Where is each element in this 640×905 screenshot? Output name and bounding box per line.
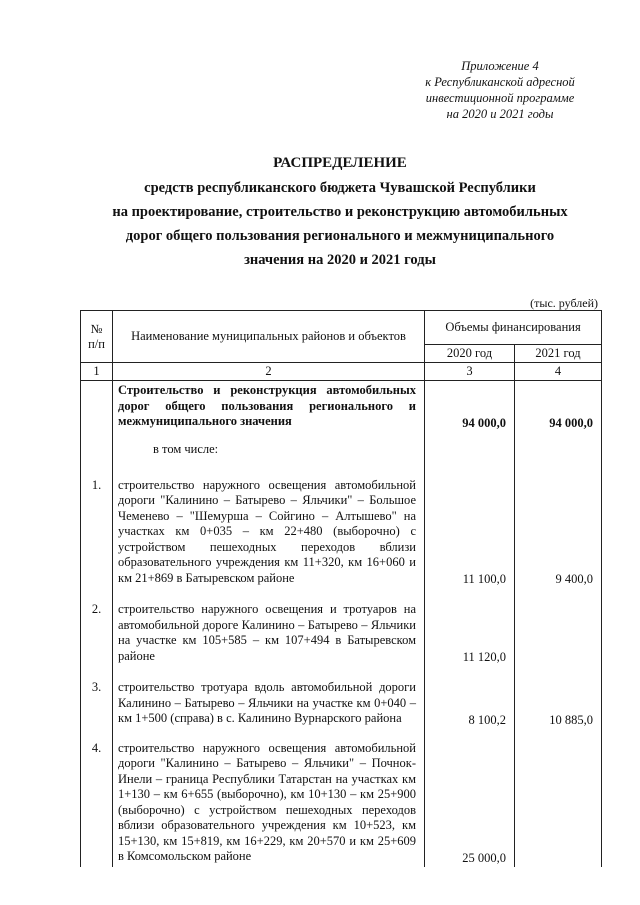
appendix-line-2: к Республиканской адресной: [425, 75, 575, 89]
table-row: [81, 476, 602, 589]
row-num: 3.: [81, 678, 113, 729]
row-num: 4.: [81, 739, 113, 867]
table-row: [81, 678, 602, 729]
total-name: Строительство и реконструкция автомобильных дорог общего пользования регионального и межмуниципального значения: [113, 381, 425, 432]
including-label: в том числе:: [113, 432, 425, 476]
row-name: строительство наружного освещения автомобильной дороги "Калинино – Батырево – Яльчики" – Большое Чеменево – "Шемурша – Сойгино – Алтышево" на участках км 0+035 – км 22+480 (выборочно) с устройством пешеходных переходов вблизи образовательного учреждения км 11+320, км 16+060 и км 21+869 в Батыревском районе: [113, 476, 425, 589]
header-name: Наименование муниципальных районов и объектов: [113, 311, 425, 363]
header-num: № п/п: [81, 311, 113, 363]
row-2020: 8 100,2: [425, 678, 515, 729]
row-2020: 25 000,0: [425, 739, 515, 867]
row-name: строительство наружного освещения автомобильной дороги "Калинино – Батырево – Яльчики" – Почнок-Инели – граница Республики Татарстан на участках км 1+130 – км 6+655 (выборочно), км 10+130 – км 25+900 (выборочно) с устройством пешеходных переходов вблизи образовательного учреждения км 10+523, км 15+130, км 15+819, км 16+229, км 20+570 и км 25+609 в Комсомольском районе: [113, 739, 425, 867]
appendix-line-3: инвестиционной программе: [425, 91, 575, 105]
subtitle-line-3: дорог общего пользования регионального и межмуниципального: [125, 228, 555, 244]
row-2020: 11 100,0: [425, 476, 515, 589]
table-row-total: [81, 381, 602, 432]
row-2021: 10 885,0: [515, 678, 602, 729]
row-num: 1.: [81, 476, 113, 589]
index-4: 4: [515, 363, 602, 381]
row-name: строительство тротуара вдоль автомобильной дороги Калинино – Батырево – Яльчики на участке км 0+040 – км 1+500 (справа) в с. Калинино Вурнарского района: [113, 678, 425, 729]
subtitle-line-4: значения на 2020 и 2021 годы: [244, 252, 436, 268]
funding-table: [80, 310, 602, 867]
header-2021: 2021 год: [515, 345, 602, 363]
document-title: РАСПРЕДЕЛЕНИЕ: [273, 155, 407, 171]
header-2020: 2020 год: [425, 345, 515, 363]
row-2021: 9 400,0: [515, 476, 602, 589]
table-row: [81, 600, 602, 666]
document-subtitle: [60, 176, 620, 272]
index-2: 2: [113, 363, 425, 381]
total-2020: 94 000,0: [425, 381, 515, 432]
subtitle-line-1: средств республиканского бюджета Чувашской Республики: [144, 180, 536, 196]
index-1: 1: [81, 363, 113, 381]
appendix-line-1: Приложение 4: [461, 59, 539, 73]
table-row: [81, 739, 602, 867]
appendix-note: [400, 58, 600, 122]
total-2021: 94 000,0: [515, 381, 602, 432]
subtitle-line-2: на проектирование, строительство и реконструкцию автомобильных: [112, 204, 568, 220]
row-2021: [515, 600, 602, 666]
row-2021: [515, 739, 602, 867]
header-volume: Объемы финансирования: [425, 311, 602, 345]
row-name: строительство наружного освещения и тротуаров на автомобильной дороге Калинино – Батырево – Яльчики на участке км 105+585 – км 107+494 в Батыревском районе: [113, 600, 425, 666]
appendix-line-4: на 2020 и 2021 годы: [446, 107, 554, 121]
index-3: 3: [425, 363, 515, 381]
units-label: (тыс. рублей): [530, 296, 598, 310]
row-2020: 11 120,0: [425, 600, 515, 666]
row-num: 2.: [81, 600, 113, 666]
table-row-including: [81, 432, 602, 476]
